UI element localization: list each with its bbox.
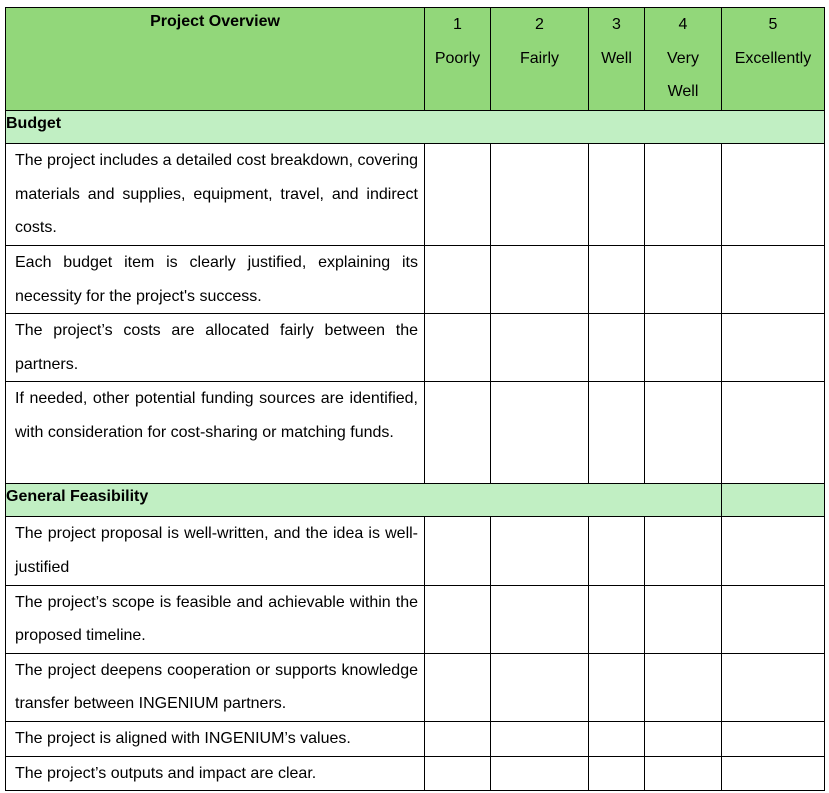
score-cell-2[interactable]	[491, 517, 589, 585]
score-cell-3[interactable]	[589, 246, 645, 314]
score-cell-1[interactable]	[425, 246, 491, 314]
score-cell-3[interactable]	[589, 314, 645, 382]
score-cell-3[interactable]	[589, 653, 645, 721]
project-overview-header: Project Overview	[6, 8, 425, 111]
scale-label: Fairly	[519, 49, 560, 67]
scale-number: 4	[678, 16, 688, 33]
criterion-text: Each budget item is clearly justified, explaining its necessity for the project's success.	[6, 246, 425, 314]
criterion-text: The project includes a detailed cost breakdown, covering materials and supplies, equipment, travel, and indirect costs.	[6, 144, 425, 246]
score-cell-3[interactable]	[589, 517, 645, 585]
score-cell-2[interactable]	[491, 382, 589, 484]
score-cell-4[interactable]	[645, 144, 722, 246]
criterion-text: The project deepens cooperation or supports knowledge transfer between INGENIUM partners.	[6, 653, 425, 721]
score-cell-3[interactable]	[589, 756, 645, 791]
scale-header-4	[645, 8, 722, 111]
table-row	[6, 314, 825, 382]
score-cell-5[interactable]	[722, 382, 825, 484]
score-cell-4[interactable]	[645, 653, 722, 721]
criterion-text: The project’s outputs and impact are clear.	[6, 756, 425, 791]
score-cell-2[interactable]	[491, 721, 589, 756]
table-row	[6, 246, 825, 314]
section-title: Budget	[6, 111, 825, 144]
score-cell-5[interactable]	[722, 721, 825, 756]
score-cell-4[interactable]	[645, 246, 722, 314]
table-row	[6, 756, 825, 791]
scale-label: Excellently	[734, 49, 812, 67]
score-cell-2[interactable]	[491, 585, 589, 653]
table-row	[6, 585, 825, 653]
score-cell-3[interactable]	[589, 585, 645, 653]
score-cell-1[interactable]	[425, 144, 491, 246]
table-row	[6, 653, 825, 721]
score-cell-1[interactable]	[425, 585, 491, 653]
scale-number: 2	[535, 16, 544, 33]
score-cell-2[interactable]	[491, 314, 589, 382]
score-cell-2[interactable]	[491, 756, 589, 791]
score-cell-1[interactable]	[425, 382, 491, 484]
section-blank-cell	[722, 484, 825, 517]
criterion-text: The project proposal is well-written, and the idea is well-justified	[6, 517, 425, 585]
evaluation-rubric-table	[5, 7, 825, 791]
section-row-general-feasibility	[6, 484, 825, 517]
scale-number: 5	[768, 16, 778, 33]
table-row	[6, 382, 825, 484]
score-cell-3[interactable]	[589, 721, 645, 756]
scale-header-2	[491, 8, 589, 111]
score-cell-2[interactable]	[491, 144, 589, 246]
score-cell-2[interactable]	[491, 246, 589, 314]
table-row	[6, 721, 825, 756]
score-cell-5[interactable]	[722, 144, 825, 246]
scale-number: 3	[612, 16, 621, 33]
section-title: General Feasibility	[6, 484, 722, 517]
score-cell-3[interactable]	[589, 382, 645, 484]
scale-label: Well	[601, 49, 632, 67]
score-cell-5[interactable]	[722, 517, 825, 585]
scale-label: Very	[666, 49, 699, 67]
score-cell-1[interactable]	[425, 756, 491, 791]
scale-header-3	[589, 8, 645, 111]
score-cell-3[interactable]	[589, 144, 645, 246]
score-cell-4[interactable]	[645, 382, 722, 484]
score-cell-5[interactable]	[722, 653, 825, 721]
scale-header-5	[722, 8, 825, 111]
criterion-text: If needed, other potential funding sources are identified, with consideration for cost-sharing or matching funds.	[6, 382, 425, 484]
criterion-text: The project’s scope is feasible and achievable within the proposed timeline.	[6, 585, 425, 653]
score-cell-4[interactable]	[645, 314, 722, 382]
criterion-text: The project is aligned with INGENIUM’s values.	[6, 721, 425, 756]
score-cell-2[interactable]	[491, 653, 589, 721]
score-cell-5[interactable]	[722, 246, 825, 314]
scale-label: Poorly	[434, 49, 481, 67]
scale-header-1	[425, 8, 491, 111]
score-cell-1[interactable]	[425, 517, 491, 585]
score-cell-5[interactable]	[722, 756, 825, 791]
header-row	[6, 8, 825, 111]
score-cell-1[interactable]	[425, 314, 491, 382]
score-cell-4[interactable]	[645, 756, 722, 791]
score-cell-5[interactable]	[722, 585, 825, 653]
score-cell-4[interactable]	[645, 517, 722, 585]
scale-label: Well	[667, 83, 699, 100]
score-cell-4[interactable]	[645, 585, 722, 653]
scale-number: 1	[453, 16, 462, 33]
criterion-text: The project’s costs are allocated fairly between the partners.	[6, 314, 425, 382]
score-cell-1[interactable]	[425, 721, 491, 756]
table-row	[6, 144, 825, 246]
score-cell-4[interactable]	[645, 721, 722, 756]
score-cell-1[interactable]	[425, 653, 491, 721]
table-row	[6, 517, 825, 585]
section-row-budget	[6, 111, 825, 144]
score-cell-5[interactable]	[722, 314, 825, 382]
